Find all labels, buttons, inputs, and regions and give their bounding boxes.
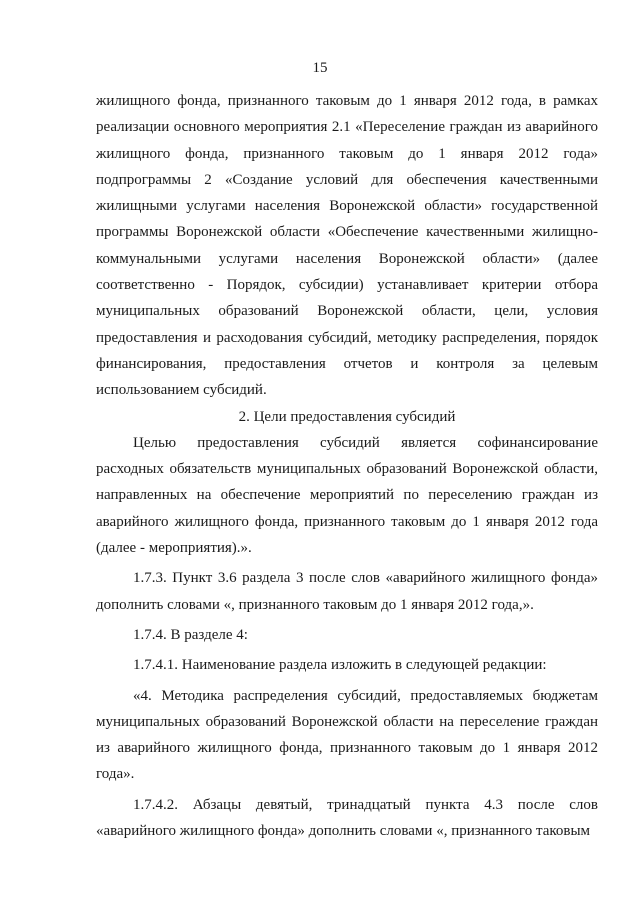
paragraph-1-7-4-2: 1.7.4.2. Абзацы девятый, тринадцатый пункта 4.3 после слов «аварийного жилищного фонда» дополнить словами «, признанного таковым — [96, 796, 598, 840]
document-body — [96, 88, 598, 844]
paragraph-1-7-4-1: 1.7.4.1. Наименование раздела изложить в следующей редакции: — [133, 657, 547, 674]
paragraph-1-7-3: 1.7.3. Пункт 3.6 раздела 3 после слов «аварийного жилищного фонда» дополнить словами «, признанного таковым до 1 января 2012 года,». — [96, 570, 598, 613]
paragraph-goals: Целью предоставления субсидий является софинансирование расходных обязательств муниципальных образований Воронежской области, направленных на обеспечение мероприятий по переселению граждан из аварийного жилищного фонда, признанного таковым до 1 января 2012 года (далее - мероприятия).». — [96, 434, 598, 557]
paragraph-1-7-4: 1.7.4. В разделе 4: — [133, 626, 248, 643]
paragraph-continuation: жилищного фонда, признанного таковым до 1 января 2012 года, в рамках реализации основного мероприятия 2.1 «Переселение граждан из аварийного жилищного фонда, признанного таковым до 1 января 2012 года» подпрограммы 2 «Создание условий для обеспечения качественными жилищными услугами населения Воронежской области» государственной программы Воронежской области «Обеспечение качественными жилищно-коммунальными услугами населения Воронежской области» (далее соответственно - Порядок, субсидии) устанавливает критерии отбора муниципальных образований Воронежской области, цели, условия предоставления и расходования субсидий, методику распределения, порядок финансирования, предоставления отчетов и контроля за целевым использованием субсидий. — [96, 93, 598, 399]
page-number: 15 — [312, 60, 328, 76]
section-heading: 2. Цели предоставления субсидий — [238, 408, 456, 425]
paragraph-section-4-title: «4. Методика распределения субсидий, предоставляемых бюджетам муниципальных образований Воронежской области на переселение граждан из аварийного жилищного фонда, признанного таковым до 1 января 2012 года». — [96, 687, 598, 783]
